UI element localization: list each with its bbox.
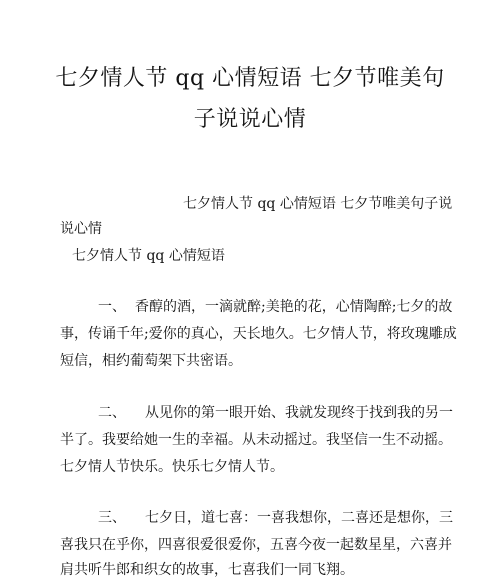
subheading-line-1: 七夕情人节 qq 心情短语 七夕节唯美句子说 bbox=[183, 196, 453, 212]
section-heading: 七夕情人节 qq 心情短语 bbox=[72, 248, 225, 264]
paragraph-1-line-1 bbox=[60, 297, 453, 317]
document-title-line-1: 七夕情人节 qq 心情短语 七夕节唯美句 bbox=[55, 66, 445, 91]
paragraph-2-line-3: 七夕情人节快乐。快乐七夕情人节。 bbox=[60, 459, 284, 475]
paragraph-1-line-3: 短信，相约葡萄架下共密语。 bbox=[60, 353, 242, 369]
subheading-line-2: 说心情 bbox=[60, 221, 102, 237]
paragraph-2-text-1: 从见你的第一眼开始、我就发现终于找到我的另一 bbox=[145, 405, 453, 421]
paragraph-2-number: 二、 bbox=[98, 405, 126, 421]
paragraph-3-line-3: 肩共听牛郎和织女的故事，七喜我们一同飞翔。 bbox=[60, 562, 354, 578]
paragraph-3-text-1: 七夕日，道七喜：一喜我想你，二喜还是想你，三 bbox=[145, 510, 453, 526]
paragraph-3-line-2: 喜我只在乎你，四喜很爱很爱你，五喜今夜一起数星星，六喜并 bbox=[60, 537, 452, 553]
paragraph-1-number: 一、 bbox=[98, 299, 126, 315]
paragraph-3-line-1 bbox=[60, 508, 453, 528]
paragraph-2-line-1 bbox=[60, 403, 453, 423]
paragraph-3-number: 三、 bbox=[98, 510, 126, 526]
paragraph-1-line-2: 事，传诵千年;爱你的真心，天长地久。七夕情人节，将玫瑰雕成 bbox=[60, 326, 457, 342]
paragraph-1-text-1: 香醇的酒，一滴就醉;美艳的花，心情陶醉;七夕的故 bbox=[135, 299, 453, 315]
paragraph-2-line-2: 半了。我要给她一生的幸福。从未动摇过。我坚信一生不动摇。 bbox=[60, 432, 452, 448]
document-title-line-2: 子说说心情 bbox=[193, 107, 307, 132]
